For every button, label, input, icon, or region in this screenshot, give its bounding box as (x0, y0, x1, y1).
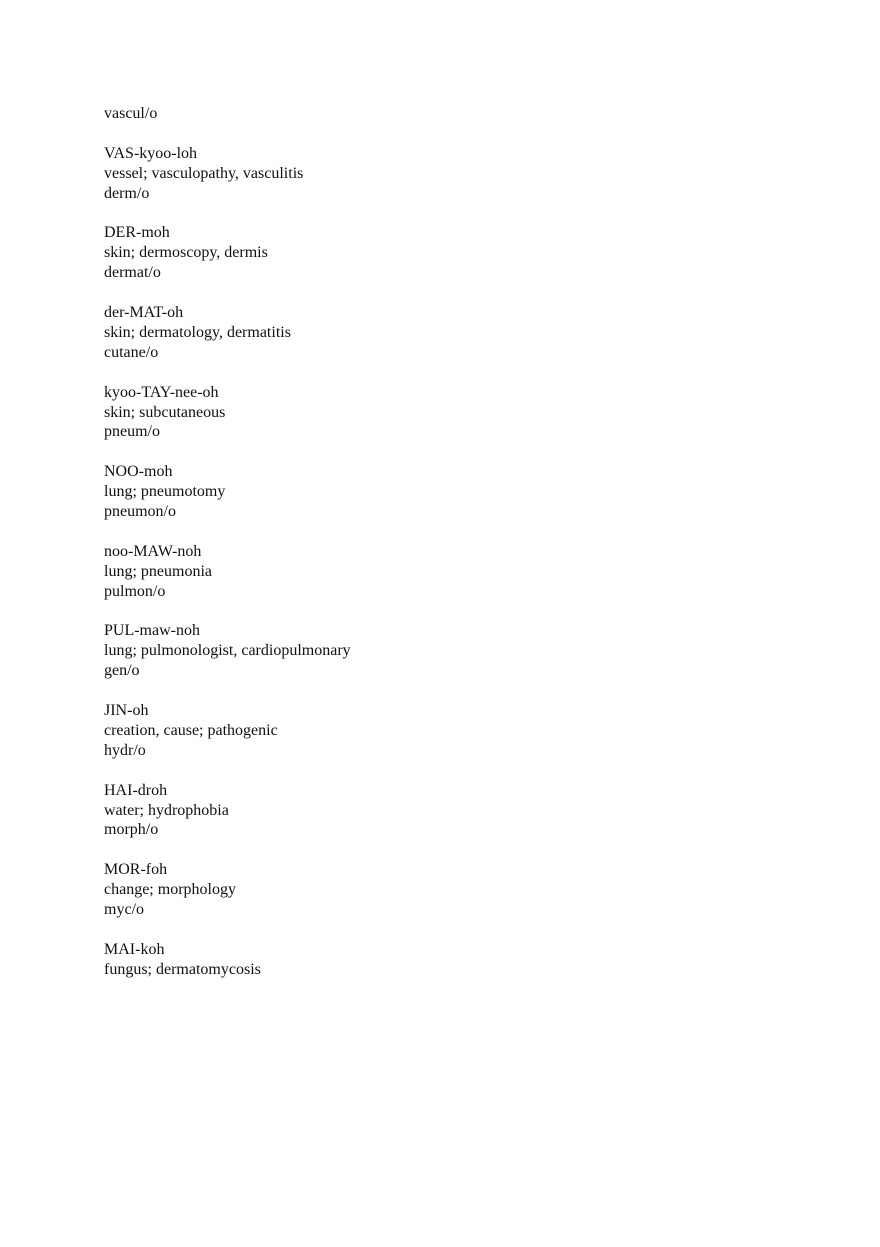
pronunciation: HAI-droh (104, 781, 168, 799)
entry-hydr (104, 741, 840, 821)
entry-pulmon (104, 582, 840, 662)
definition: water; hydrophobia (104, 801, 229, 819)
definition: change; morphology (104, 881, 236, 899)
term: pulmon/o (104, 582, 166, 600)
term: derm/o (104, 184, 150, 202)
pronunciation: PUL-maw-noh (104, 622, 200, 640)
term: pneum/o (104, 423, 160, 441)
pronunciation: MAI-koh (104, 940, 165, 958)
term: myc/o (104, 901, 144, 919)
document-page (104, 104, 840, 980)
blank-line (104, 204, 840, 224)
entry-pneum (104, 422, 840, 502)
blank-line (104, 124, 840, 144)
definition: fungus; dermatomycosis (104, 960, 261, 978)
entry-myc (104, 900, 840, 980)
definition: creation, cause; pathogenic (104, 721, 278, 739)
definition: skin; dermoscopy, dermis (104, 244, 268, 262)
entry-pneumon (104, 502, 840, 582)
term: dermat/o (104, 264, 161, 282)
entry-morph (104, 820, 840, 900)
blank-line (104, 363, 840, 383)
blank-line (104, 681, 840, 701)
blank-line (104, 522, 840, 542)
pronunciation: VAS-kyoo-loh (104, 144, 198, 162)
blank-line (104, 761, 840, 781)
pronunciation: der-MAT-oh (104, 304, 184, 322)
definition: vessel; vasculopathy, vasculitis (104, 164, 304, 182)
term: morph/o (104, 821, 159, 839)
blank-line (104, 920, 840, 940)
entry-derm (104, 184, 840, 264)
definition: skin; subcutaneous (104, 403, 226, 421)
pronunciation: DER-moh (104, 224, 170, 242)
blank-line (104, 283, 840, 303)
definition: skin; dermatology, dermatitis (104, 323, 291, 341)
blank-line (104, 442, 840, 462)
definition: lung; pneumotomy (104, 483, 226, 501)
pronunciation: NOO-moh (104, 463, 173, 481)
entry-vascul (104, 104, 840, 184)
entry-gen (104, 661, 840, 741)
blank-line (104, 602, 840, 622)
pronunciation: noo-MAW-noh (104, 542, 202, 560)
term: pneumon/o (104, 503, 176, 521)
pronunciation: JIN-oh (104, 702, 149, 720)
term: gen/o (104, 662, 140, 680)
term: vascul/o (104, 105, 158, 122)
term: cutane/o (104, 343, 159, 361)
pronunciation: MOR-foh (104, 861, 168, 879)
definition: lung; pulmonologist, cardiopulmonary (104, 642, 351, 660)
entry-cutane (104, 343, 840, 423)
blank-line (104, 840, 840, 860)
definition: lung; pneumonia (104, 562, 212, 580)
entry-dermat (104, 263, 840, 343)
term: hydr/o (104, 741, 146, 759)
pronunciation: kyoo-TAY-nee-oh (104, 383, 219, 401)
